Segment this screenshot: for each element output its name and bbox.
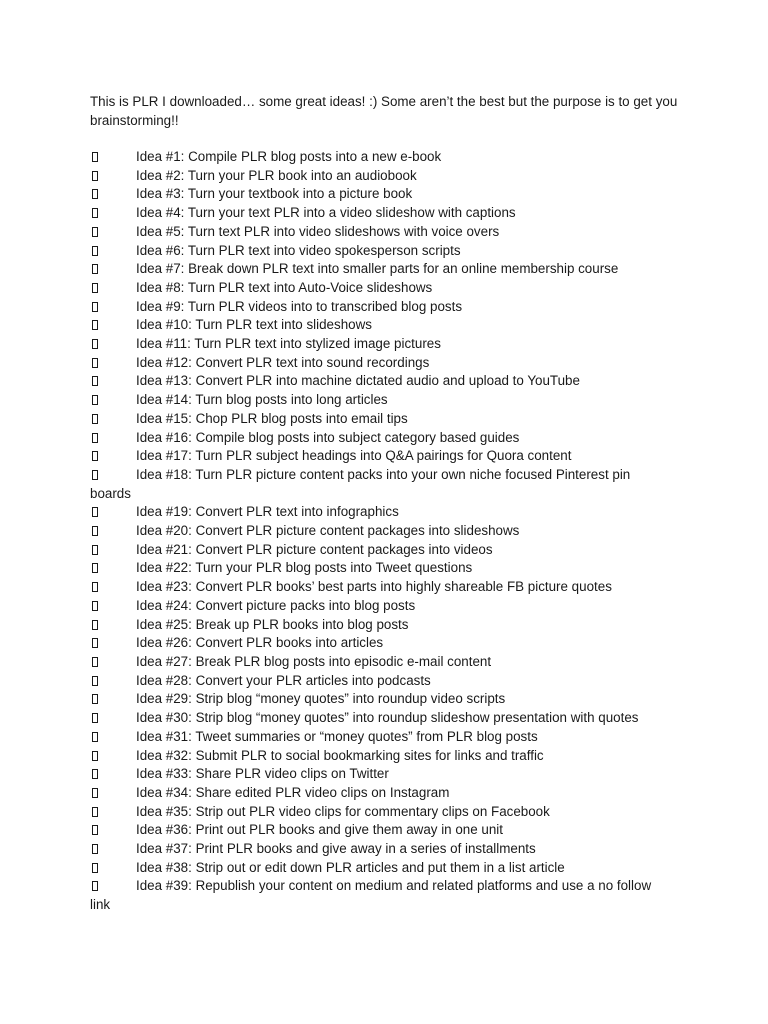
missing-glyph-bullet-icon: [92, 264, 98, 274]
idea-text: Idea #2: Turn your PLR book into an audiobook: [136, 167, 417, 183]
list-item: [90, 634, 690, 653]
missing-glyph-bullet-icon: [92, 545, 98, 555]
idea-text: Idea #11: Turn PLR text into stylized image pictures: [136, 336, 441, 352]
idea-text: Idea #13: Convert PLR into machine dictated audio and upload to YouTube: [136, 373, 580, 389]
missing-glyph-bullet-icon: [92, 376, 98, 386]
missing-glyph-bullet-icon: [92, 863, 98, 873]
missing-glyph-bullet-icon: [92, 208, 98, 218]
idea-text-continuation: boards: [90, 485, 131, 501]
idea-text: Idea #30: Strip blog “money quotes” into roundup slideshow presentation with quotes: [136, 710, 639, 726]
idea-text: Idea #19: Convert PLR text into infographics: [136, 504, 399, 520]
list-item: [90, 859, 690, 878]
missing-glyph-bullet-icon: [92, 320, 98, 330]
missing-glyph-bullet-icon: [92, 246, 98, 256]
missing-glyph-bullet-icon: [92, 807, 98, 817]
list-item: [90, 672, 690, 691]
missing-glyph-bullet-icon: [92, 676, 98, 686]
idea-text: Idea #22: Turn your PLR blog posts into Tweet questions: [136, 560, 473, 576]
idea-text: Idea #31: Tweet summaries or “money quotes” from PLR blog posts: [136, 728, 538, 744]
idea-text: Idea #34: Share edited PLR video clips on Instagram: [136, 784, 450, 800]
missing-glyph-bullet-icon: [92, 769, 98, 779]
idea-text: Idea #1: Compile PLR blog posts into a new e-book: [136, 149, 442, 164]
idea-text: Idea #5: Turn text PLR into video slideshows with voice overs: [136, 223, 500, 239]
idea-text: Idea #6: Turn PLR text into video spokesperson scripts: [136, 242, 461, 258]
list-item: [90, 316, 690, 335]
list-item: [90, 541, 690, 560]
idea-text: Idea #23: Convert PLR books’ best parts into highly shareable FB picture quotes: [136, 579, 612, 595]
missing-glyph-bullet-icon: [92, 563, 98, 573]
list-item: [90, 185, 690, 204]
missing-glyph-bullet-icon: [92, 844, 98, 854]
list-item: [90, 466, 690, 503]
missing-glyph-bullet-icon: [92, 657, 98, 667]
idea-text: Idea #8: Turn PLR text into Auto-Voice slideshows: [136, 279, 433, 295]
list-item: [90, 747, 690, 766]
missing-glyph-bullet-icon: [92, 825, 98, 835]
idea-text: Idea #33: Share PLR video clips on Twitter: [136, 766, 389, 782]
missing-glyph-bullet-icon: [92, 601, 98, 611]
idea-text: Idea #9: Turn PLR videos into to transcribed blog posts: [136, 298, 463, 314]
missing-glyph-bullet-icon: [92, 339, 98, 349]
idea-text: Idea #39: Republish your content on medium and related platforms and use a no follow: [136, 878, 652, 894]
idea-text: Idea #29: Strip blog “money quotes” into roundup video scripts: [136, 691, 506, 707]
list-item: [90, 148, 690, 167]
idea-text-continuation: link: [90, 897, 111, 913]
idea-text: Idea #18: Turn PLR picture content packs into your own niche focused Pinterest pin: [136, 466, 631, 482]
idea-text: Idea #21: Convert PLR picture content packages into videos: [136, 541, 493, 557]
idea-text: Idea #28: Convert your PLR articles into podcasts: [136, 672, 431, 688]
idea-text: Idea #14: Turn blog posts into long articles: [136, 392, 388, 408]
list-item: [90, 728, 690, 747]
missing-glyph-bullet-icon: [92, 189, 98, 199]
missing-glyph-bullet-icon: [92, 395, 98, 405]
missing-glyph-bullet-icon: [92, 283, 98, 293]
list-item: [90, 821, 690, 840]
list-item: [90, 354, 690, 373]
missing-glyph-bullet-icon: [92, 227, 98, 237]
idea-text: Idea #3: Turn your textbook into a picture book: [136, 186, 413, 202]
list-item: [90, 765, 690, 784]
idea-text: Idea #24: Convert picture packs into blog posts: [136, 597, 416, 613]
list-item: [90, 242, 690, 261]
list-item: [90, 391, 690, 410]
missing-glyph-bullet-icon: [92, 788, 98, 798]
missing-glyph-bullet-icon: [92, 171, 98, 181]
missing-glyph-bullet-icon: [92, 751, 98, 761]
idea-text: Idea #4: Turn your text PLR into a video slideshow with captions: [136, 205, 516, 221]
list-item: [90, 690, 690, 709]
list-item: [90, 616, 690, 635]
list-item: [90, 784, 690, 803]
list-item: [90, 578, 690, 597]
idea-text: Idea #10: Turn PLR text into slideshows: [136, 317, 372, 333]
list-item: [90, 223, 690, 242]
missing-glyph-bullet-icon: [92, 507, 98, 517]
idea-text: Idea #15: Chop PLR blog posts into email tips: [136, 410, 408, 426]
list-item: [90, 429, 690, 448]
list-item: [90, 167, 690, 186]
list-item: [90, 279, 690, 298]
list-item: [90, 877, 690, 914]
idea-text: Idea #32: Submit PLR to social bookmarking sites for links and traffic: [136, 747, 544, 763]
missing-glyph-bullet-icon: [92, 470, 98, 480]
missing-glyph-bullet-icon: [92, 713, 98, 723]
list-item: [90, 410, 690, 429]
list-item: [90, 503, 690, 522]
missing-glyph-bullet-icon: [92, 358, 98, 368]
list-item: [90, 803, 690, 822]
idea-text: Idea #20: Convert PLR picture content packages into slideshows: [136, 523, 520, 539]
list-item: [90, 653, 690, 672]
missing-glyph-bullet-icon: [92, 433, 98, 443]
idea-text: Idea #17: Turn PLR subject headings into Q&A pairings for Quora content: [136, 448, 572, 464]
idea-text: Idea #25: Break up PLR books into blog posts: [136, 616, 409, 632]
idea-text: Idea #7: Break down PLR text into smaller parts for an online membership course: [136, 261, 619, 277]
list-item: [90, 260, 690, 279]
list-item: [90, 372, 690, 391]
missing-glyph-bullet-icon: [92, 638, 98, 648]
missing-glyph-bullet-icon: [92, 620, 98, 630]
list-item: [90, 840, 690, 859]
idea-text: Idea #27: Break PLR blog posts into episodic e-mail content: [136, 653, 492, 669]
list-item: [90, 298, 690, 317]
idea-text: Idea #38: Strip out or edit down PLR articles and put them in a list article: [136, 859, 565, 875]
idea-text: Idea #35: Strip out PLR video clips for commentary clips on Facebook: [136, 803, 550, 819]
list-item: [90, 559, 690, 578]
missing-glyph-bullet-icon: [92, 694, 98, 704]
idea-text: Idea #16: Compile blog posts into subject category based guides: [136, 429, 520, 445]
missing-glyph-bullet-icon: [92, 526, 98, 536]
list-item: [90, 709, 690, 728]
list-item: [90, 447, 690, 466]
list-item: [90, 597, 690, 616]
missing-glyph-bullet-icon: [92, 881, 98, 891]
idea-text: Idea #36: Print out PLR books and give them away in one unit: [136, 822, 503, 838]
idea-list: [90, 148, 690, 915]
missing-glyph-bullet-icon: [92, 451, 98, 461]
missing-glyph-bullet-icon: [92, 152, 98, 162]
missing-glyph-bullet-icon: [92, 732, 98, 742]
idea-text: Idea #26: Convert PLR books into articles: [136, 635, 384, 651]
list-item: [90, 522, 690, 541]
idea-text: Idea #37: Print PLR books and give away in a series of installments: [136, 841, 536, 857]
missing-glyph-bullet-icon: [92, 582, 98, 592]
idea-text: Idea #12: Convert PLR text into sound recordings: [136, 354, 430, 370]
missing-glyph-bullet-icon: [92, 302, 98, 312]
missing-glyph-bullet-icon: [92, 414, 98, 424]
intro-paragraph: This is PLR I downloaded… some great ideas! :) Some aren’t the best but the purpose is to get you brainstorming!!: [90, 94, 678, 128]
list-item: [90, 335, 690, 354]
list-item: [90, 204, 690, 223]
